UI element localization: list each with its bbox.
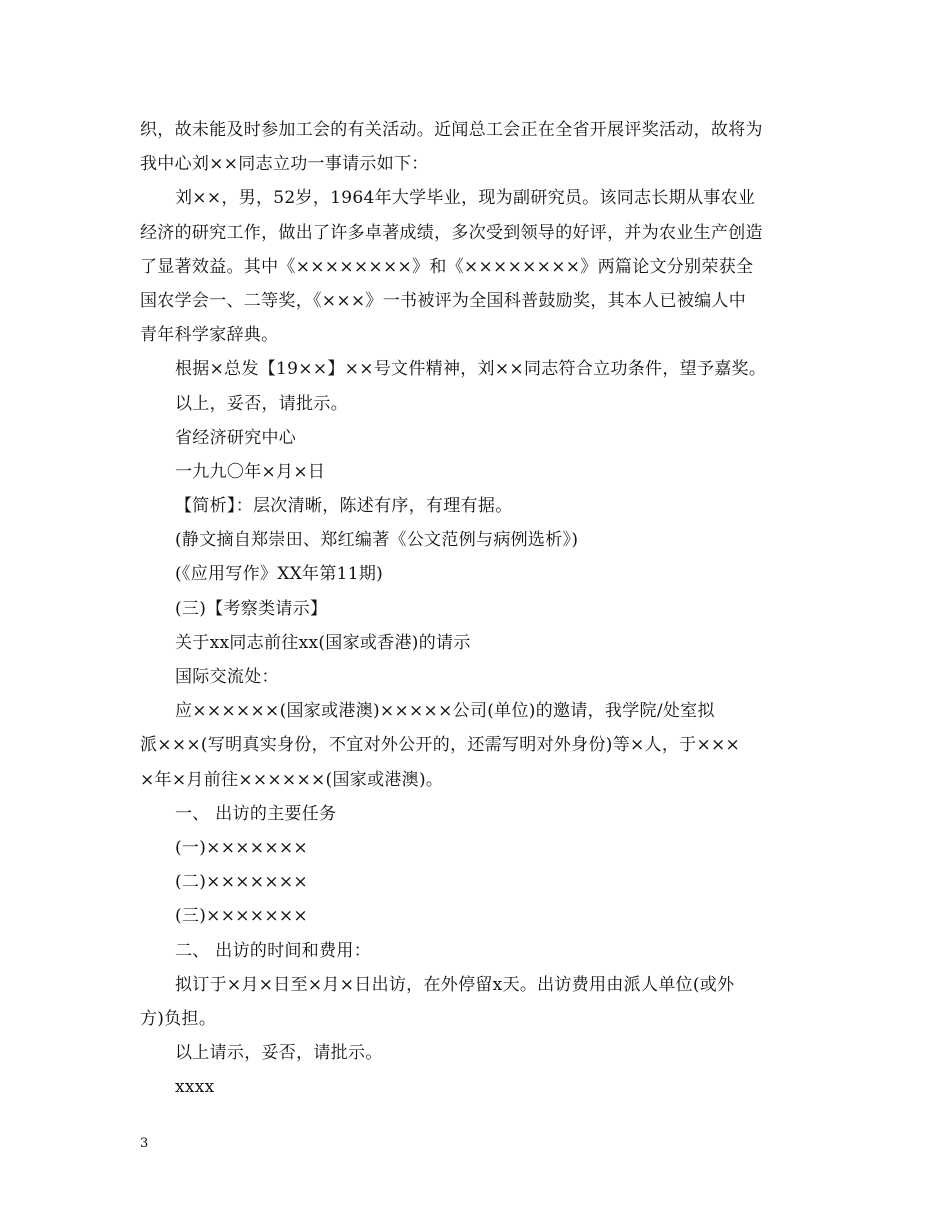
text-line: 以上，妥否，请批示。: [175, 393, 348, 414]
text-line: 方)负担。: [140, 1008, 217, 1029]
closing-line: 以上请示，妥否，请批示。: [175, 1043, 383, 1064]
text-line: 经济的研究工作，做出了许多卓著成绩，多次受到领导的好评，并为农业生产创造: [140, 222, 763, 243]
list-heading: 二、 出访的时间和费用：: [175, 940, 372, 961]
text-line: ×年×月前往××××××(国家或港澳)。: [140, 769, 444, 790]
source-note: (静文摘自郑崇田、郑红编著《公文范例与病例选析》): [175, 530, 579, 551]
text-line: 拟订于×月×日至×月×日出访，在外停留x天。出访费用由派人单位(或外: [175, 974, 735, 995]
text-line: 派×××(写明真实身份，不宜对外公开的，还需写明对外身份)等×人，于×××: [140, 735, 741, 756]
signature-date: 一九九〇年×月×日: [175, 461, 326, 482]
signature-placeholder: xxxx: [175, 1077, 215, 1098]
section-heading: (三)【考察类请示】: [175, 598, 328, 619]
list-item: (一)×××××××: [175, 837, 308, 858]
page-number: 3: [140, 1136, 149, 1151]
list-item: (三)×××××××: [175, 906, 308, 927]
source-note: (《应用写作》XX年第11期): [175, 564, 384, 585]
text-line: 了显著效益。其中《××××××××》和《××××××××》两篇论文分别荣获全: [140, 256, 754, 277]
text-line: 应××××××(国家或港澳)×××××公司(单位)的邀请，我学院/处室拟: [175, 701, 715, 722]
list-heading: 一、 出访的主要任务: [175, 803, 337, 824]
text-line: 国农学会一、二等奖，《×××》一书被评为全国科普鼓励奖，其本人已被编人中: [140, 290, 747, 311]
text-line: 织，故未能及时参加工会的有关活动。近闻总工会正在全省开展评奖活动，故将为: [140, 120, 763, 140]
list-item: (二)×××××××: [175, 872, 308, 893]
signature-org: 省经济研究中心: [175, 427, 297, 448]
text-line: 根据×总发【19××】××号文件精神，刘××同志符合立功条件，望予嘉奖。: [175, 359, 767, 380]
text-line: 刘××，男，52岁，1964年大学毕业，现为副研究员。该同志长期从事农业: [175, 188, 756, 209]
text-line: 我中心刘××同志立功一事请示如下：: [140, 154, 429, 175]
analysis-note: 【简析】：层次清晰，陈述有序，有理有据。: [175, 496, 513, 517]
document-body: [140, 113, 830, 1104]
request-title: 关于xx同志前往xx(国家或香港)的请示: [175, 632, 471, 653]
recipient-line: 国际交流处：: [175, 667, 279, 687]
text-line: 青年科学家辞典。: [140, 325, 279, 346]
